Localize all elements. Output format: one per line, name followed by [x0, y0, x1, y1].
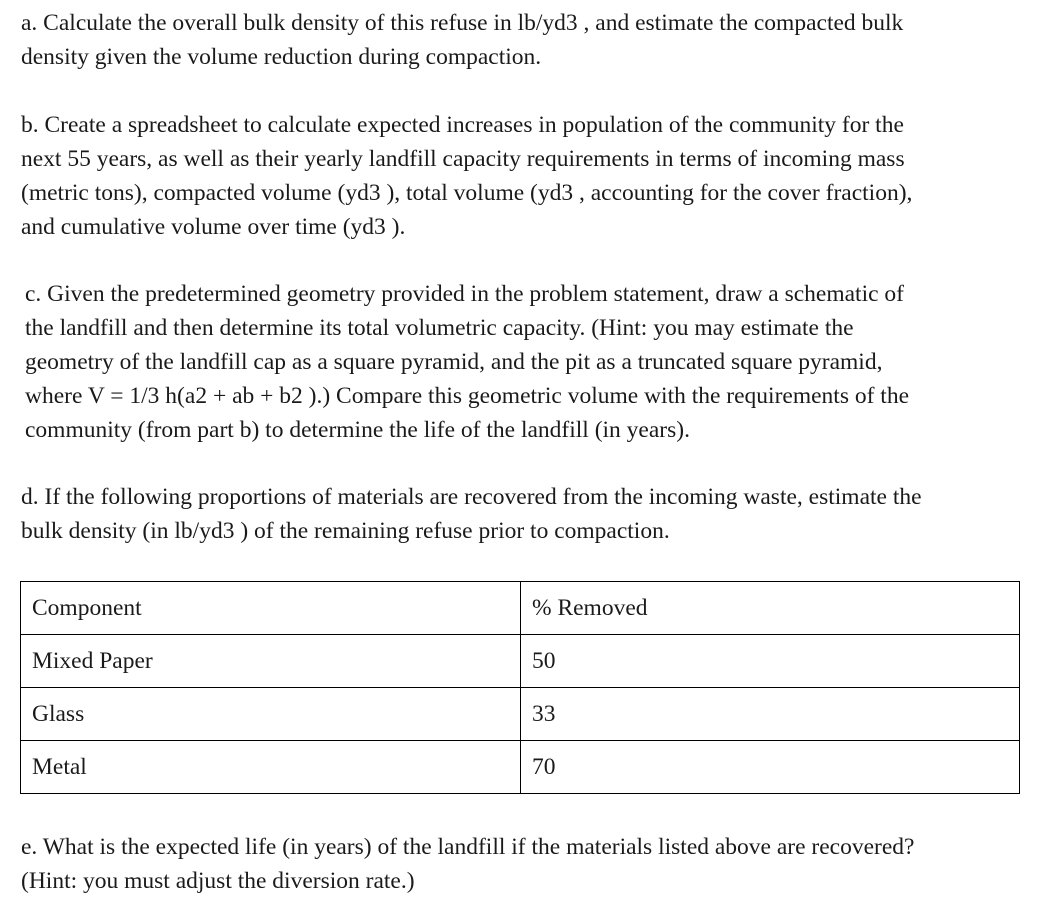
- component-cell: Mixed Paper: [21, 635, 521, 688]
- question-a: [21, 6, 1021, 74]
- table-row: [21, 635, 1020, 688]
- header-percent-removed: % Removed: [521, 582, 1020, 635]
- question-d: [21, 480, 1021, 548]
- question-c: [25, 277, 1025, 447]
- table-header-row: [21, 582, 1020, 635]
- table-row: [21, 688, 1020, 741]
- question-e-line: e. What is the expected life (in years) of the landfill if the materials listed above are recovered?: [21, 834, 915, 860]
- question-b-line: b. Create a spreadsheet to calculate expected increases in population of the community for the: [21, 112, 904, 138]
- question-c-line: where V = 1/3 h(a2 + ab + b2 ).) Compare this geometric volume with the requirements of the: [25, 383, 910, 409]
- component-cell: Metal: [21, 741, 521, 794]
- question-c-line: geometry of the landfill cap as a square pyramid, and the pit as a truncated square pyramid,: [25, 349, 883, 375]
- question-c-line: the landfill and then determine its total volumetric capacity. (Hint: you may estimate the: [25, 315, 854, 341]
- question-b-line: and cumulative volume over time (yd3 ).: [21, 214, 406, 240]
- percent-cell: 33: [521, 688, 1020, 741]
- question-c-line: community (from part b) to determine the life of the landfill (in years).: [25, 417, 690, 443]
- question-b-line: (metric tons), compacted volume (yd3 ), total volume (yd3 , accounting for the cover fraction),: [21, 180, 913, 206]
- header-component: Component: [21, 582, 521, 635]
- question-b-line: next 55 years, as well as their yearly landfill capacity requirements in terms of incoming mass: [21, 146, 905, 172]
- percent-cell: 70: [521, 741, 1020, 794]
- question-b: [21, 108, 1021, 244]
- table-row: [21, 741, 1020, 794]
- question-a-line: a. Calculate the overall bulk density of this refuse in lb/yd3 , and estimate the compacted bulk: [21, 10, 904, 36]
- question-d-line: bulk density (in lb/yd3 ) of the remaining refuse prior to compaction.: [21, 518, 670, 544]
- question-e: [21, 830, 1021, 898]
- percent-cell: 50: [521, 635, 1020, 688]
- recovery-table: [20, 581, 1020, 794]
- question-d-line: d. If the following proportions of materials are recovered from the incoming waste, estimate the: [21, 484, 922, 510]
- question-c-line: c. Given the predetermined geometry provided in the problem statement, draw a schematic of: [25, 281, 904, 307]
- component-cell: Glass: [21, 688, 521, 741]
- question-a-line: density given the volume reduction during compaction.: [21, 44, 542, 70]
- question-e-line: (Hint: you must adjust the diversion rate.): [21, 868, 415, 894]
